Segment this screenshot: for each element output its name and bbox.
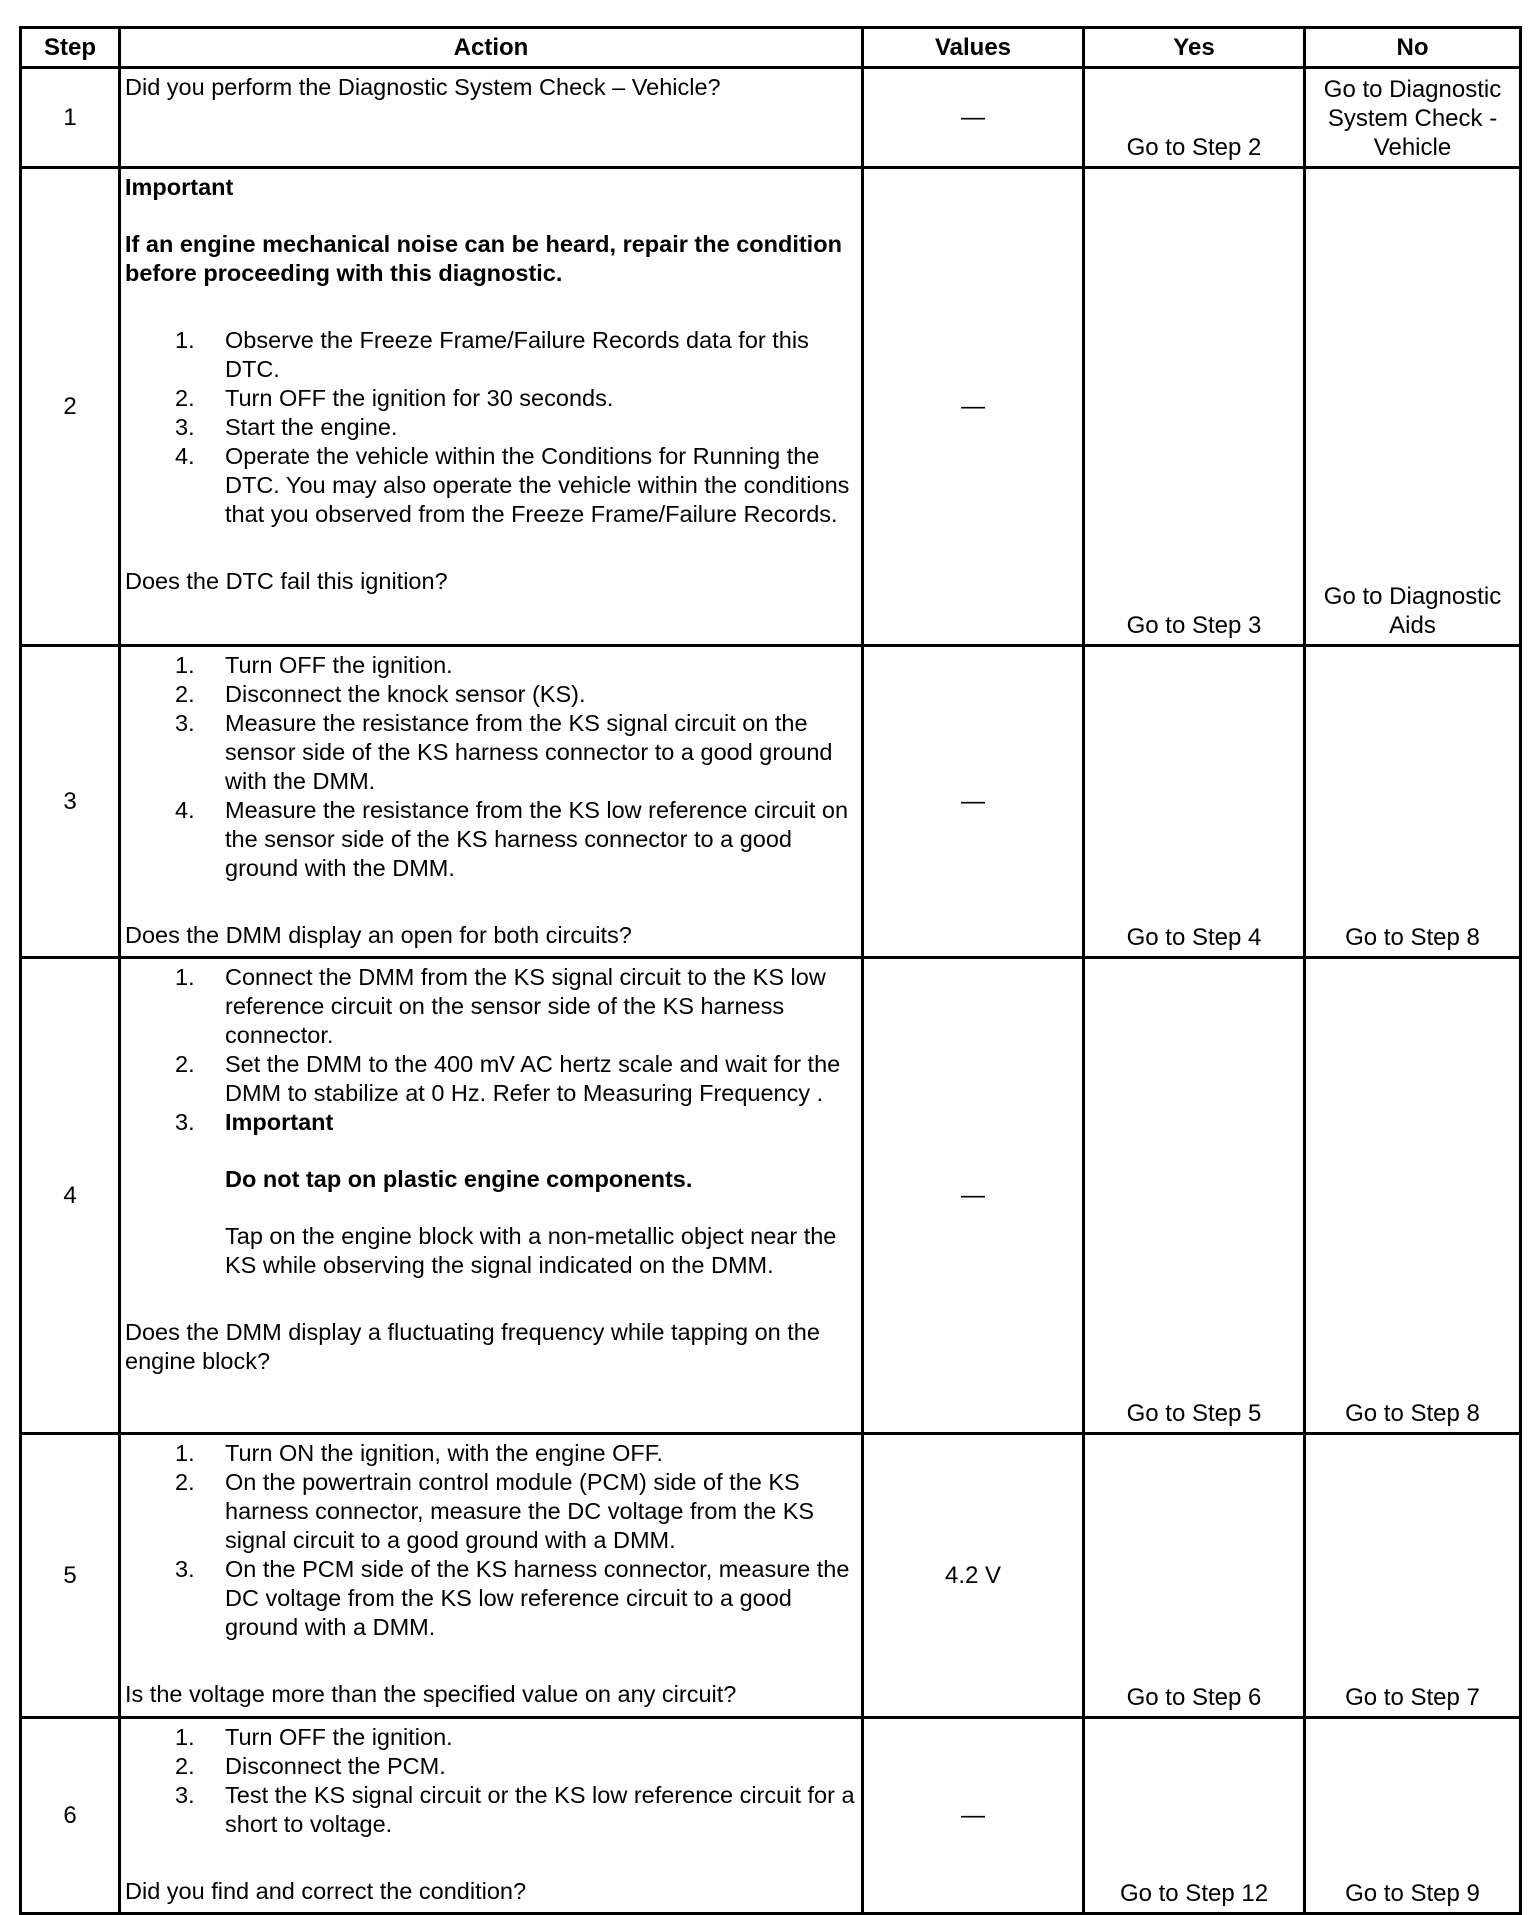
action-cell xyxy=(120,168,863,646)
important-text: If an engine mechanical noise can be heard, repair the condition before proceeding with this diagnostic. xyxy=(125,231,842,286)
action-cell xyxy=(120,1718,863,1914)
table-row xyxy=(21,1718,1521,1914)
header-row xyxy=(21,28,1521,68)
action-steps xyxy=(125,651,857,883)
action-question: Does the DTC fail this ignition? xyxy=(125,568,448,594)
list-item: 1. Observe the Freeze Frame/Failure Records data for this DTC. xyxy=(175,327,809,382)
step-number: 6 xyxy=(21,1718,120,1914)
action-question: Did you perform the Diagnostic System Check – Vehicle? xyxy=(125,74,721,100)
step-number: 1 xyxy=(21,68,120,168)
step-number: 2 xyxy=(21,168,120,646)
action-steps xyxy=(125,1439,857,1642)
no-cell: Go to Diagnostic Aids xyxy=(1305,168,1521,646)
important-text: Do not tap on plastic engine components. xyxy=(225,1166,693,1192)
yes-cell: Go to Step 6 xyxy=(1084,1434,1305,1718)
yes-cell: Go to Step 2 xyxy=(1084,68,1305,168)
list-item: 3. Measure the resistance from the KS signal circuit on the sensor side of the KS harness connector to a good ground with the DMM. xyxy=(175,710,833,794)
table-row xyxy=(21,958,1521,1434)
value-cell: — xyxy=(863,168,1084,646)
action-question: Did you find and correct the condition? xyxy=(125,1878,527,1904)
action-question: Does the DMM display a fluctuating frequency while tapping on the engine block? xyxy=(125,1319,820,1374)
no-cell: Go to Step 9 xyxy=(1305,1718,1521,1914)
list-item: 3. Start the engine. xyxy=(175,414,398,440)
action-question: Does the DMM display an open for both circuits? xyxy=(125,922,632,948)
action-cell xyxy=(120,958,863,1434)
diagnostic-table xyxy=(19,26,1522,1915)
action-question: Is the voltage more than the specified value on any circuit? xyxy=(125,1681,737,1707)
no-cell: Go to Diagnostic System Check - Vehicle xyxy=(1305,68,1521,168)
header-yes: Yes xyxy=(1084,28,1305,68)
header-action: Action xyxy=(120,28,863,68)
yes-cell: Go to Step 4 xyxy=(1084,646,1305,958)
header-step: Step xyxy=(21,28,120,68)
no-cell: Go to Step 8 xyxy=(1305,958,1521,1434)
yes-cell: Go to Step 5 xyxy=(1084,958,1305,1434)
list-item: 1. Turn OFF the ignition. xyxy=(175,1724,453,1750)
step-number: 3 xyxy=(21,646,120,958)
action-cell xyxy=(120,1434,863,1718)
table-row xyxy=(21,1434,1521,1718)
no-cell: Go to Step 8 xyxy=(1305,646,1521,958)
action-steps xyxy=(125,326,857,529)
value-cell: — xyxy=(863,646,1084,958)
list-item: 1. Turn ON the ignition, with the engine OFF. xyxy=(175,1440,664,1466)
value-cell: — xyxy=(863,1718,1084,1914)
no-cell: Go to Step 7 xyxy=(1305,1434,1521,1718)
action-cell xyxy=(120,646,863,958)
action-steps xyxy=(125,1723,857,1839)
list-item: 2. Turn OFF the ignition for 30 seconds. xyxy=(175,385,614,411)
list-item: 2. Disconnect the PCM. xyxy=(175,1753,446,1779)
step-number: 5 xyxy=(21,1434,120,1718)
important-title: Important xyxy=(125,174,234,200)
table-row xyxy=(21,68,1521,168)
list-item: 1. Turn OFF the ignition. xyxy=(175,652,453,678)
list-item: 3. Test the KS signal circuit or the KS low reference circuit for a short to voltage. xyxy=(175,1782,855,1837)
action-steps xyxy=(125,963,857,1280)
value-cell: — xyxy=(863,68,1084,168)
yes-cell: Go to Step 12 xyxy=(1084,1718,1305,1914)
list-item: 3. On the PCM side of the KS harness connector, measure the DC voltage from the KS low reference circuit to a good ground with a DMM. xyxy=(175,1556,850,1640)
list-item: 4. Measure the resistance from the KS low reference circuit on the sensor side of the KS harness connector to a good ground with the DMM. xyxy=(175,797,849,881)
list-item: 4. Operate the vehicle within the Conditions for Running the DTC. You may also operate the vehicle within the conditions that you observed from the Freeze Frame/Failure Records. xyxy=(175,443,850,527)
list-item: 2. Disconnect the knock sensor (KS). xyxy=(175,681,586,707)
yes-cell: Go to Step 3 xyxy=(1084,168,1305,646)
step-number: 4 xyxy=(21,958,120,1434)
table-row xyxy=(21,646,1521,958)
table-row xyxy=(21,168,1521,646)
value-cell: 4.2 V xyxy=(863,1434,1084,1718)
list-item: 3. Important Do not tap on plastic engine components. Tap on the engine block with a non-metallic object near the KS while observing the signal indicated on the DMM. xyxy=(175,1109,837,1278)
header-values: Values xyxy=(863,28,1084,68)
value-cell: — xyxy=(863,958,1084,1434)
list-item: 2. On the powertrain control module (PCM) side of the KS harness connector, measure the DC voltage from the KS signal circuit to a good ground with a DMM. xyxy=(175,1469,815,1553)
action-cell xyxy=(120,68,863,168)
important-title: Important xyxy=(225,1109,334,1135)
list-item: 1. Connect the DMM from the KS signal circuit to the KS low reference circuit on the sensor side of the KS harness connector. xyxy=(175,964,826,1048)
header-no: No xyxy=(1305,28,1521,68)
list-item: 2. Set the DMM to the 400 mV AC hertz scale and wait for the DMM to stabilize at 0 Hz. Refer to Measuring Frequency . xyxy=(175,1051,841,1106)
